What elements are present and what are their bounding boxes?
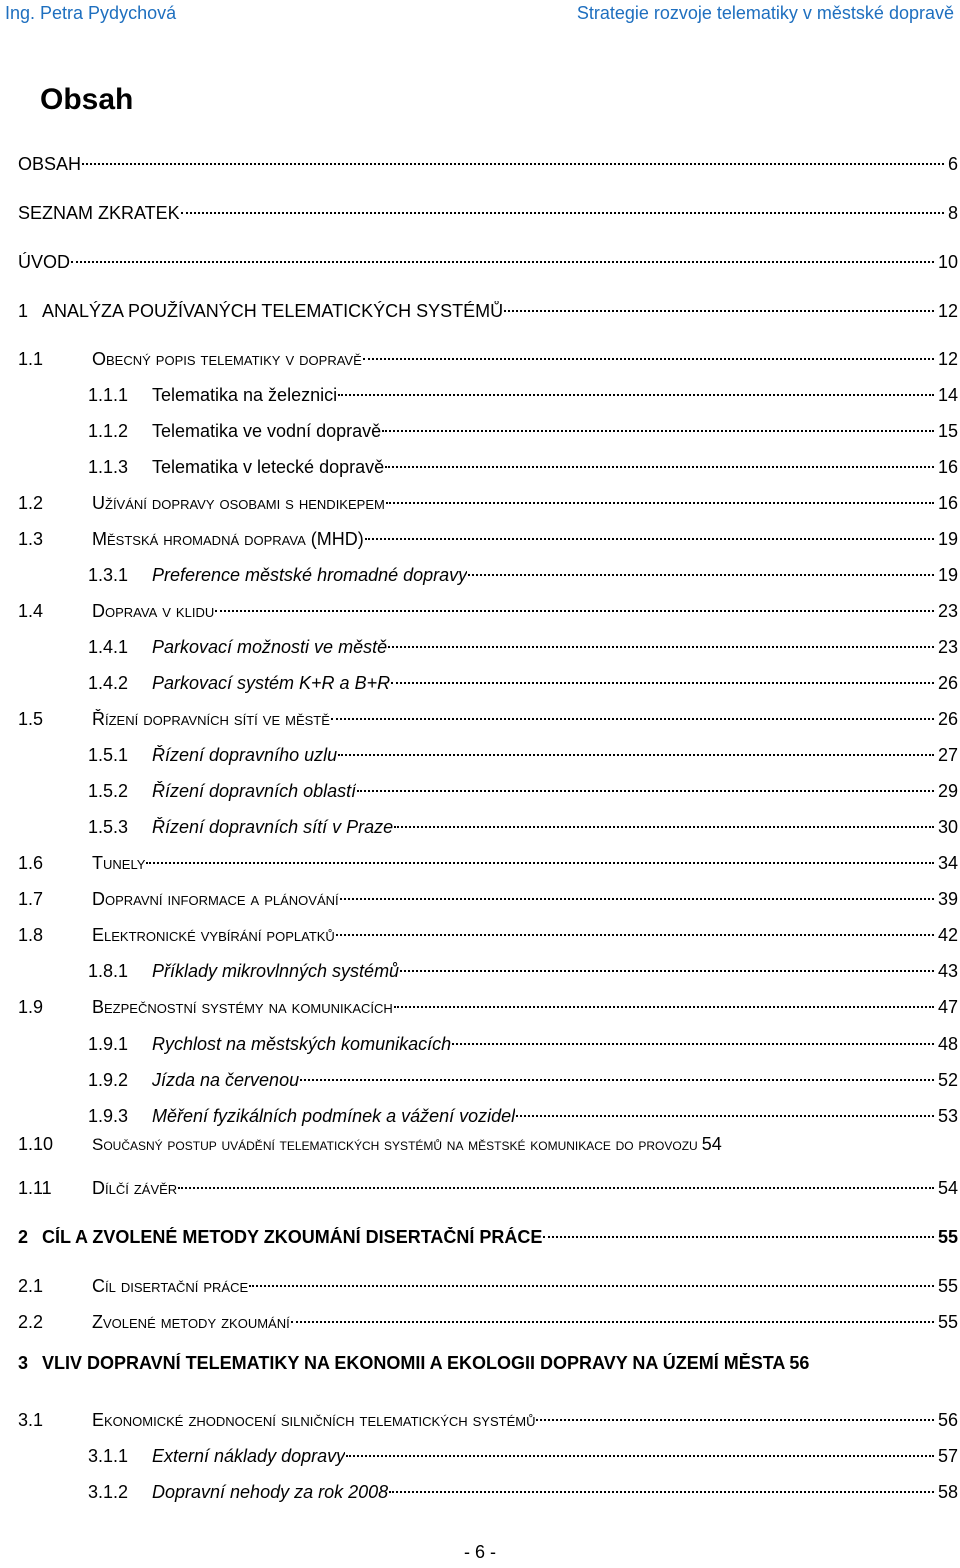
toc-entry-1-3-1[interactable]: 1.3.1 Preference městské hromadné dopravy 19 <box>88 557 958 585</box>
toc-entry-1-4-1[interactable]: 1.4.1 Parkovací možnosti ve městě 23 <box>88 629 958 657</box>
toc-entry-1-9-3[interactable]: 1.9.3 Měření fyzikálních podmínek a vážení vozidel 53 <box>88 1098 958 1126</box>
header-title: Strategie rozvoje telematiky v městské dopravě <box>576 3 954 23</box>
toc-entry-chapter-3[interactable]: 3 VLIV DOPRAVNÍ TELEMATIKY NA EKONOMII A EKOLOGII DOPRAVY NA ÚZEMÍ MĚSTA 56 <box>18 1353 810 1373</box>
page-title: Obsah <box>40 83 134 116</box>
toc-entry-1-5[interactable]: 1.5 Řízení dopravních sítí ve městě 26 <box>18 701 958 729</box>
page-number: - 6 - <box>463 1542 496 1562</box>
toc-entry-2-2[interactable]: 2.2 Zvolené metody zkoumání 55 <box>18 1304 958 1332</box>
toc-entry-1-9-2[interactable]: 1.9.2 Jízda na červenou 52 <box>88 1062 958 1090</box>
toc-entry-obsah[interactable]: OBSAH 6 <box>18 146 958 174</box>
toc-entry-1-4-2[interactable]: 1.4.2 Parkovací systém K+R a B+R 26 <box>88 665 958 693</box>
header-author: Ing. Petra Pydychová <box>5 3 177 23</box>
toc-entry-1-10[interactable]: 1.10 Současný postup uvádění telematických systémů na městské komunikace do provozu 54 <box>18 1134 722 1154</box>
toc-entry-1-7[interactable]: 1.7 Dopravní informace a plánování 39 <box>18 881 958 909</box>
toc-entry-1-8-1[interactable]: 1.8.1 Příklady mikrovlnných systémů 43 <box>88 953 958 981</box>
toc-entry-1-1-3[interactable]: 1.1.3 Telematika v letecké dopravě 16 <box>88 449 958 477</box>
toc-entry-1-4[interactable]: 1.4 Doprava v klidu 23 <box>18 593 958 621</box>
toc-entry-1-1-1[interactable]: 1.1.1 Telematika na železnici 14 <box>88 377 958 405</box>
toc-entry-1-5-3[interactable]: 1.5.3 Řízení dopravních sítí v Praze 30 <box>88 809 958 837</box>
toc-entry-2-1[interactable]: 2.1 Cíl disertační práce 55 <box>18 1268 958 1296</box>
toc-entry-1-9-1[interactable]: 1.9.1 Rychlost na městských komunikacích 48 <box>88 1026 958 1054</box>
toc-entry-chapter-1[interactable]: 1 ANALÝZA POUŽÍVANÝCH TELEMATICKÝCH SYSTÉMŮ 12 <box>18 293 958 321</box>
toc-entry-seznam-zkratek[interactable]: SEZNAM ZKRATEK 8 <box>18 195 958 223</box>
toc-entry-1-11[interactable]: 1.11 Dílčí závěr 54 <box>18 1170 958 1198</box>
toc-entry-3-1[interactable]: 3.1 Ekonomické zhodnocení silničních telematických systémů 56 <box>18 1402 958 1430</box>
toc-entry-1-2[interactable]: 1.2 Užívání dopravy osobami s hendikepem 16 <box>18 485 958 513</box>
toc-entry-3-1-1[interactable]: 3.1.1 Externí náklady dopravy 57 <box>88 1438 958 1466</box>
toc-entry-1-5-2[interactable]: 1.5.2 Řízení dopravních oblastí 29 <box>88 773 958 801</box>
toc-entry-chapter-2[interactable]: 2 CÍL A ZVOLENÉ METODY ZKOUMÁNÍ DISERTAČNÍ PRÁCE 55 <box>18 1219 958 1247</box>
toc-entry-1-1-2[interactable]: 1.1.2 Telematika ve vodní dopravě 15 <box>88 413 958 441</box>
toc-entry-uvod[interactable]: ÚVOD 10 <box>18 244 958 272</box>
toc-entry-1-3[interactable]: 1.3 Městská hromadná doprava (MHD) 19 <box>18 521 958 549</box>
toc-entry-1-6[interactable]: 1.6 Tunely 34 <box>18 845 958 873</box>
toc-entry-1-1[interactable]: 1.1 Obecný popis telematiky v dopravě 12 <box>18 341 958 369</box>
toc-entry-1-9[interactable]: 1.9 Bezpečnostní systémy na komunikacích 47 <box>18 989 958 1017</box>
toc-entry-1-8[interactable]: 1.8 Elektronické vybírání poplatků 42 <box>18 917 958 945</box>
toc-entry-1-5-1[interactable]: 1.5.1 Řízení dopravního uzlu 27 <box>88 737 958 765</box>
toc-entry-3-1-2[interactable]: 3.1.2 Dopravní nehody za rok 2008 58 <box>88 1474 958 1502</box>
